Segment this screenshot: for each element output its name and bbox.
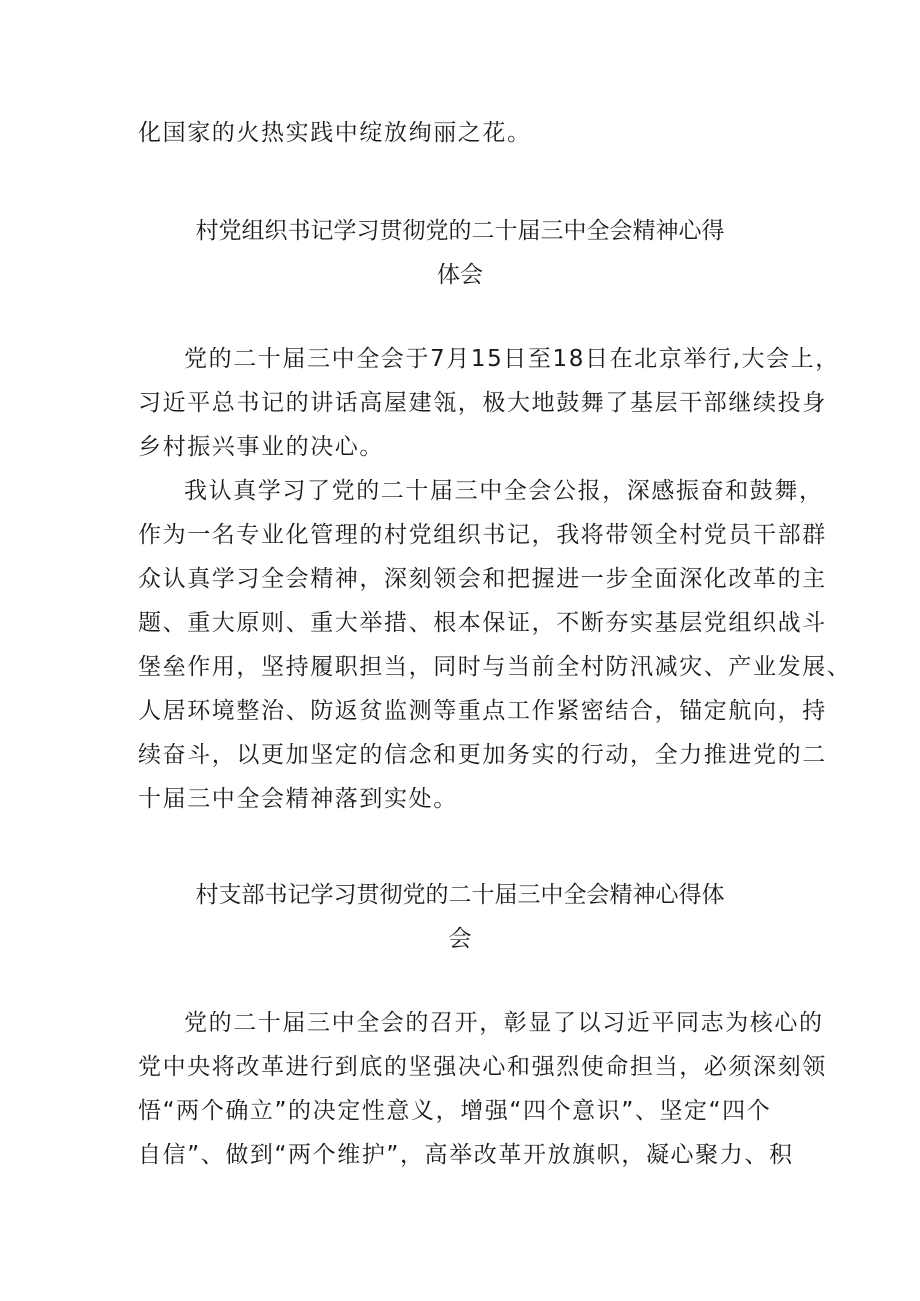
section1-paragraph2-line: 题、重大原则、重大举措、根本保证，不断夯实基层党组织战斗 — [138, 610, 827, 636]
section2-paragraph1-line: 党的二十届三中全会的召开，彰显了以习近平同志为核心的 — [184, 1010, 824, 1036]
section1-paragraph1-line: 乡村振兴事业的决心。 — [138, 434, 384, 460]
section1-paragraph2-line: 众认真学习全会精神，深刻领会和把握进一步全面深化改革的主 — [138, 566, 827, 592]
section1-paragraph2-line: 我认真学习了党的二十届三中全会公报，深感振奋和鼓舞， — [184, 478, 824, 504]
section2-paragraph1-line: 悟“两个确立”的决定性意义，增强“四个意识”、坚定“四个 — [138, 1098, 772, 1124]
section2-paragraph1-line: 自信”、做到“两个维护”，高举改革开放旗帜，凝心聚力、积 — [138, 1142, 794, 1168]
section2-title-line1: 村支部书记学习贯彻党的二十届三中全会精神心得体 — [195, 882, 725, 908]
intro-tail-text: 化国家的火热实践中绽放绚丽之花。 — [138, 120, 532, 146]
section2-title-line2: 会 — [448, 926, 472, 952]
section1-paragraph2-line: 人居环境整治、防返贫监测等重点工作紧密结合，锚定航向，持 — [138, 698, 827, 724]
section2-paragraph1-line: 党中央将改革进行到底的坚强决心和强烈使命担当，必须深刻领 — [138, 1054, 827, 1080]
section1-paragraph2-line: 作为一名专业化管理的村党组织书记，我将带领全村党员干部群 — [138, 522, 827, 548]
section1-paragraph2-line: 堡垒作用，坚持履职担当，同时与当前全村防汛减灾、产业发展、 — [138, 654, 852, 680]
section1-title-line1: 村党组织书记学习贯彻党的二十届三中全会精神心得 — [195, 218, 725, 244]
section1-paragraph2-line: 续奋斗，以更加坚定的信念和更加务实的行动，全力推进党的二 — [138, 742, 827, 768]
section1-paragraph1-line: 习近平总书记的讲话高屋建瓴，极大地鼓舞了基层干部继续投身 — [138, 390, 827, 416]
section1-paragraph2-line: 十届三中全会精神落到实处。 — [138, 786, 458, 812]
section1-title-line2: 体会 — [437, 262, 483, 288]
section1-paragraph1-line: 党的二十届三中全会于7月15日至18日在北京举行,大会上， — [184, 346, 840, 372]
